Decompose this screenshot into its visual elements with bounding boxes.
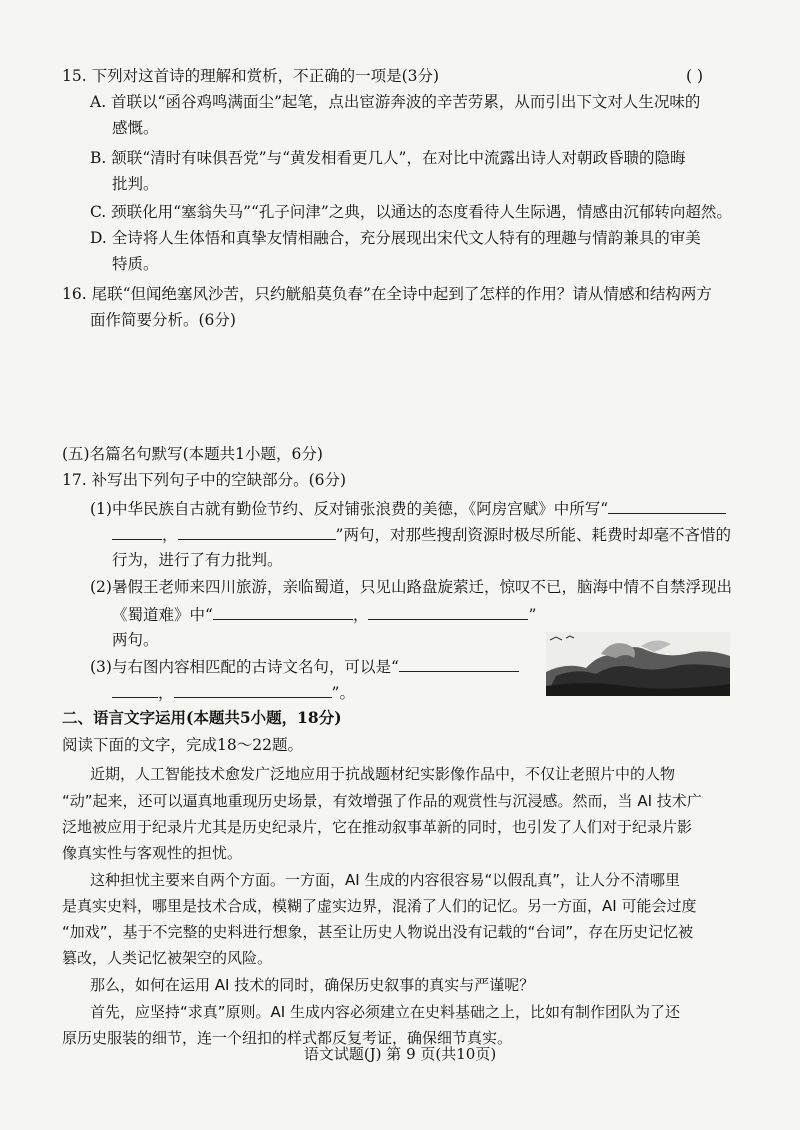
q15-option-a: A. 首联以“函谷鸡鸣满面尘”起笔，点出宦游奔波的辛苦劳累，从而引出下文对人生况味的: [90, 93, 701, 111]
q15-option-b-cont: 批判。: [112, 175, 159, 193]
close-quote: ”。: [331, 684, 355, 702]
q17-part2-line3: 两句。: [112, 631, 159, 649]
passage-line: 篡改，人类记忆被架空的风险。: [62, 949, 273, 967]
q15-option-c: C. 颈联化用“塞翁失马”“孔子问津”之典，以通达的态度看待人生际遇，情感由沉郁转向超然。: [90, 203, 732, 221]
passage-line: 是真实史料，哪里是技术合成，模糊了虚实边界，混淆了人们的记忆。另一方面，AI 可能会过度: [62, 897, 697, 915]
fill-blank[interactable]: [112, 680, 158, 698]
comma: ，: [158, 684, 174, 702]
q16-stem: 16. 尾联“但闻绝塞风沙苦，只约觥船莫负春”在全诗中起到了怎样的作用？请从情感和结构两方: [62, 285, 712, 303]
fill-blank[interactable]: [174, 680, 332, 698]
passage-line: 原历史服装的细节，连一个纽扣的样式都反复考证，确保细节真实。: [62, 1029, 513, 1047]
page-footer: 语文试题(J) 第 9 页(共10页): [303, 1045, 497, 1063]
q17-part1-line3: 行为，进行了有力批判。: [112, 551, 283, 569]
q17-part3-line1: [90, 654, 519, 679]
fill-blank[interactable]: [368, 602, 528, 620]
wave-illustration-icon: [546, 632, 730, 696]
fill-blank[interactable]: [399, 654, 519, 672]
q17-part2-line2: [112, 602, 536, 627]
q17-part3-line2: [112, 680, 355, 705]
reading-instruction: 阅读下面的文字，完成18～22题。: [62, 736, 303, 754]
fill-blank[interactable]: [178, 522, 336, 540]
q17-stem: 17. 补写出下列句子中的空缺部分。(6分): [62, 471, 347, 489]
answer-bracket: ( ): [686, 67, 704, 85]
part-two-heading: 二、语言文字运用(本题共5小题，18分): [62, 708, 342, 727]
fill-blank[interactable]: [213, 602, 353, 620]
q17-part1-line2: [112, 522, 731, 547]
passage-line: 那么，如何在运用 AI 技术的同时，确保历史叙事的真实与严谨呢？: [90, 976, 535, 994]
passage-line: 近期，人工智能技术愈发广泛地应用于抗战题材纪实影像作品中，不仅让老照片中的人物: [90, 765, 676, 783]
q15-option-d-cont: 特质。: [112, 255, 159, 273]
q17-part1-line1: [90, 496, 726, 521]
passage-line: “动”起来，还可以逼真地重现历史场景，有效增强了作品的观赏性与沉浸感。然而，当 AI 技术广: [62, 792, 702, 810]
q17-part1-text-cont: ”两句，对那些搜刮资源时极尽所能、耗费时却毫不吝惜的: [335, 526, 731, 544]
section-five-heading: (五)名篇名句默写(本题共1小题，6分): [62, 445, 323, 463]
passage-line: 首先，应坚持“求真”原则。AI 生成内容必须建立在史料基础之上，比如有制作团队为了还: [90, 1003, 680, 1021]
comma: ，: [162, 526, 178, 544]
q17-part1-text: (1)中华民族自古就有勤俭节约、反对铺张浪费的美德，《阿房宫赋》中所写“: [90, 500, 609, 518]
comma: ，: [352, 606, 369, 624]
q15-option-d: D. 全诗将人生体悟和真挚友情相融合，充分展现出宋代文人特有的理趣与情韵兼具的审美: [90, 229, 701, 247]
passage-line: 这种担忧主要来自两个方面。一方面，AI 生成的内容很容易“以假乱真”，让人分不清哪里: [90, 871, 680, 889]
ocean-wave-image: [546, 632, 730, 696]
q15-stem: 15. 下列对这首诗的理解和赏析，不正确的一项是(3分): [62, 67, 440, 85]
passage-line: “加戏”，基于不完整的史料进行想象，甚至让历史人物说出没有记载的“台词”，存在历史记忆被: [62, 923, 694, 941]
q17-part3-text: (3)与右图内容相匹配的古诗文名句，可以是“: [90, 658, 399, 676]
passage-line: 像真实性与客观性的担忧。: [62, 844, 243, 862]
close-quote: ”: [528, 606, 537, 624]
q17-part2-text: 《蜀道难》中“: [112, 606, 213, 624]
q16-stem-cont: 面作简要分析。(6分): [90, 311, 236, 329]
passage-line: 泛地被应用于纪录片尤其是历史纪录片，它在推动叙事革新的同时，也引发了人们对于纪录片影: [62, 818, 693, 836]
q15-option-a-cont: 感慨。: [112, 119, 159, 137]
q15-option-b: B. 颔联“清时有味俱吾党”与“黄发相看更几人”，在对比中流露出诗人对朝政昏聩的隐晦: [90, 149, 686, 167]
fill-blank[interactable]: [112, 522, 162, 540]
q17-part2-line1: (2)暑假王老师来四川旅游，亲临蜀道，只见山路盘旋萦迁，惊叹不已，脑海中情不自禁浮现出: [90, 578, 732, 596]
fill-blank[interactable]: [608, 496, 726, 514]
